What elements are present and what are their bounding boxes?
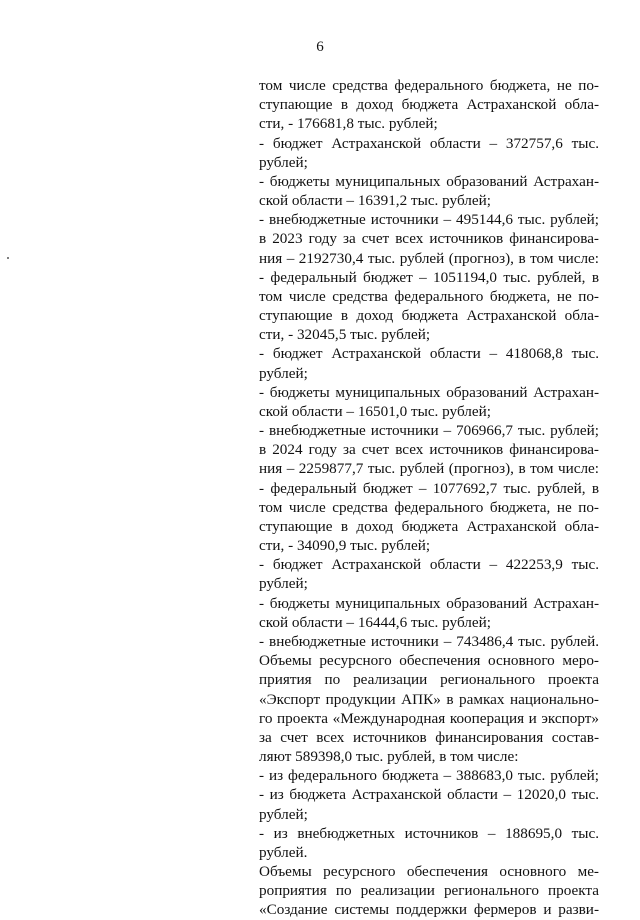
text-line: - бюджеты муниципальных образований Астрахан- <box>259 383 599 401</box>
text-line: - бюджеты муниципальных образований Астрахан- <box>259 594 599 612</box>
text-line: Объемы ресурсного обеспечения основного ме- <box>259 863 599 881</box>
text-line: Объемы ресурсного обеспечения основного меро- <box>259 652 599 670</box>
text-line: том числе средства федерального бюджета, не по- <box>259 77 599 94</box>
text-line: том числе средства федерального бюджета, не по- <box>259 287 599 305</box>
text-line: рублей; <box>259 805 308 823</box>
text-line: - из бюджета Астраханской области – 12020,0 тыс. <box>259 786 599 804</box>
text-line: сти, - 34090,9 тыс. рублей; <box>259 537 431 555</box>
text-line: ступающие в доход бюджета Астраханской обла- <box>259 307 599 325</box>
text-line: «Создание системы поддержки фермеров и разви- <box>259 901 599 919</box>
text-line: - бюджет Астраханской области – 422253,9 тыс. <box>259 556 599 574</box>
text-line: - федеральный бюджет – 1077692,7 тыс. рублей, в <box>259 479 599 497</box>
text-line: ской области – 16501,0 тыс. рублей; <box>259 402 491 420</box>
text-line: го проекта «Международная кооперация и экспорт» <box>259 709 599 727</box>
text-line: ния – 2192730,4 тыс. рублей (прогноз), в том числе: <box>259 249 599 267</box>
text-line: роприятия по реализации регионального проекта <box>259 882 599 900</box>
text-line: в 2023 году за счет всех источников финансирова- <box>259 230 599 248</box>
text-line: «Экспорт продукции АПК» в рамках национально- <box>259 690 599 708</box>
body-text-column <box>259 76 599 920</box>
text-line: сти, - 176681,8 тыс. рублей; <box>259 115 438 133</box>
text-line: за счет всех источников финансирования состав- <box>259 728 599 746</box>
text-line: - бюджет Астраханской области – 372757,6 тыс. <box>259 134 599 152</box>
text-line: - из внебюджетных источников – 188695,0 тыс. <box>259 824 599 842</box>
text-line: ния – 2259877,7 тыс. рублей (прогноз), в том числе: <box>259 460 599 478</box>
text-line: ступающие в доход бюджета Астраханской обла- <box>259 517 599 535</box>
scan-speck <box>7 257 9 259</box>
text-line: ской области – 16444,6 тыс. рублей; <box>259 613 491 631</box>
text-line: рублей; <box>259 364 308 382</box>
text-line: - бюджеты муниципальных образований Астрахан- <box>259 172 599 190</box>
text-line: ляют 589398,0 тыс. рублей, в том числе: <box>259 748 519 766</box>
text-line: - внебюджетные источники – 495144,6 тыс. рублей; <box>259 211 599 229</box>
text-line: ступающие в доход бюджета Астраханской обла- <box>259 96 599 114</box>
text-line: ской области – 16391,2 тыс. рублей; <box>259 192 491 210</box>
text-line: - из федерального бюджета – 388683,0 тыс. рублей; <box>259 767 599 785</box>
text-line: - внебюджетные источники – 706966,7 тыс. рублей; <box>259 422 599 440</box>
page-number: 6 <box>316 39 324 55</box>
text-line: сти, - 32045,5 тыс. рублей; <box>259 326 431 344</box>
text-line: рублей. <box>259 843 308 861</box>
text-line: в 2024 году за счет всех источников финансирова- <box>259 441 599 459</box>
text-line: рублей; <box>259 153 308 171</box>
text-line: рублей; <box>259 575 308 593</box>
text-line: - внебюджетные источники – 743486,4 тыс. рублей. <box>259 632 599 650</box>
text-line: приятия по реализации регионального проекта <box>259 671 599 689</box>
text-line: - федеральный бюджет – 1051194,0 тыс. рублей, в <box>259 268 599 286</box>
text-line: том числе средства федерального бюджета, не по- <box>259 498 599 516</box>
text-line: - бюджет Астраханской области – 418068,8 тыс. <box>259 345 599 363</box>
